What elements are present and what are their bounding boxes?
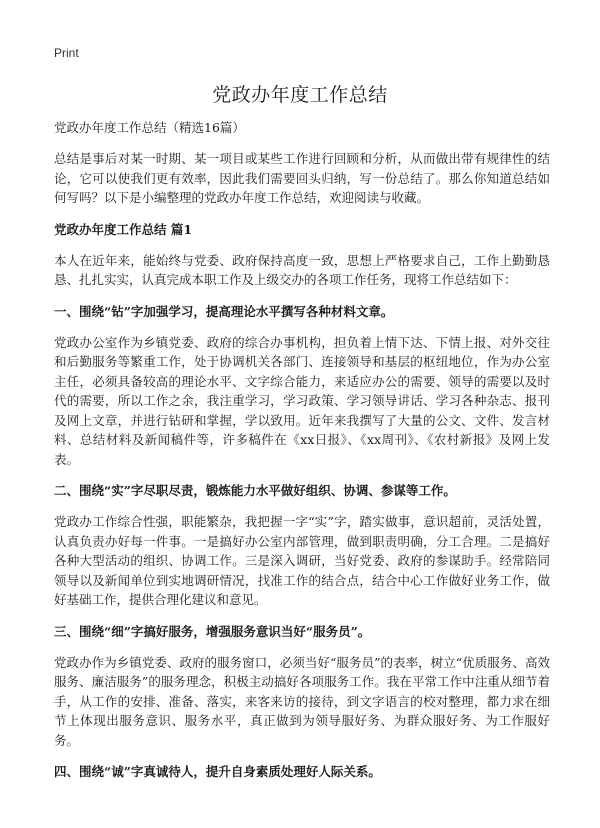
section-heading: 二、围绕“实”字尽职尽责，锻炼能力水平做好组织、协调、参谋等工作。 xyxy=(54,483,456,498)
section-heading: 四、围绕“诚”字真诚待人，提升自身素质处理好人际关系。 xyxy=(54,764,381,779)
section-paragraph: 党政办作为乡镇党委、政府的服务窗口，必须当好“服务员”的表率，树立“优质服务、高效服务、廉洁服务”的服务理念，积极主动搞好各项服务工作。我在平常工作中注重从细节着手，从工作的安排、准备、落实，来客来访的接待，到文字语言的校对整理，都力求在细节上体现出服务意识、服务水平，真正做到为领导服好务、为群众服好务、为工作服好务。 xyxy=(54,654,550,748)
page-title: 党政办年度工作总结 xyxy=(212,84,388,106)
section-paragraph: 党政办公室作为乡镇党委、政府的综合办事机构，担负着上情下达、下情上报、对外交往和后勤服务等繁重工作，处于协调机关各部门、连接领导和基层的枢纽地位，作为办公室主任，必须具备较高的理论水平、文字综合能力，来适应办公的需要、领导的需要以及时代的需要，所以工作之余，我注重学习，学习政策、学习领导讲话、学习各种杂志、报刊及网上文章，并进行钻研和掌握，学以致用。近年来我撰写了大量的公文、文件、发言材料、总结材料及新闻稿件等，许多稿件在《xx日报》、《xx周刊》、《农村新报》及网上发表。 xyxy=(54,334,550,467)
document-body xyxy=(54,118,550,793)
article-heading: 党政办年度工作总结 篇1 xyxy=(54,221,193,237)
article-intro-paragraph: 本人在近年来，能始终与党委、政府保持高度一致，思想上严格要求自己，工作上勤勤恳恳、扎扎实实，认真完成本职工作及上级交办的各项工作任务，现将工作总结如下： xyxy=(54,252,550,287)
print-link[interactable]: Print xyxy=(54,46,79,60)
document-subtitle: 党政办年度工作总结（精选16篇） xyxy=(54,120,245,135)
section-heading: 三、围绕“细”字搞好服务，增强服务意识当好“服务员”。 xyxy=(54,623,371,639)
section-paragraph: 党政办工作综合性强，职能繁杂，我把握一字“实”字，踏实做事，意识超前，灵活处置，认真负责办好每一件事。一是搞好办公室内部管理，做到职责明确，分工合理。二是搞好各种大型活动的组织、协调工作。三是深入调研，当好党委、政府的参谋助手。经常陪同领导以及新闻单位到实地调研情况，找准工作的结合点，结合中心工作做好业务工作，做好基础工作，提供合理化建议和意见。 xyxy=(54,514,550,607)
section-heading: 一、围绕“钻”字加强学习，提高理论水平撰写各种材料文章。 xyxy=(54,303,394,319)
intro-paragraph: 总结是事后对某一时期、某一项目或某些工作进行回顾和分析，从而做出带有规律性的结论，它可以使我们更有效率，因此我们需要回头归纳，写一份总结了。那么你知道总结如何写吗？以下是小编整理的党政办年度工作总结，欢迎阅读与收藏。 xyxy=(54,151,550,205)
